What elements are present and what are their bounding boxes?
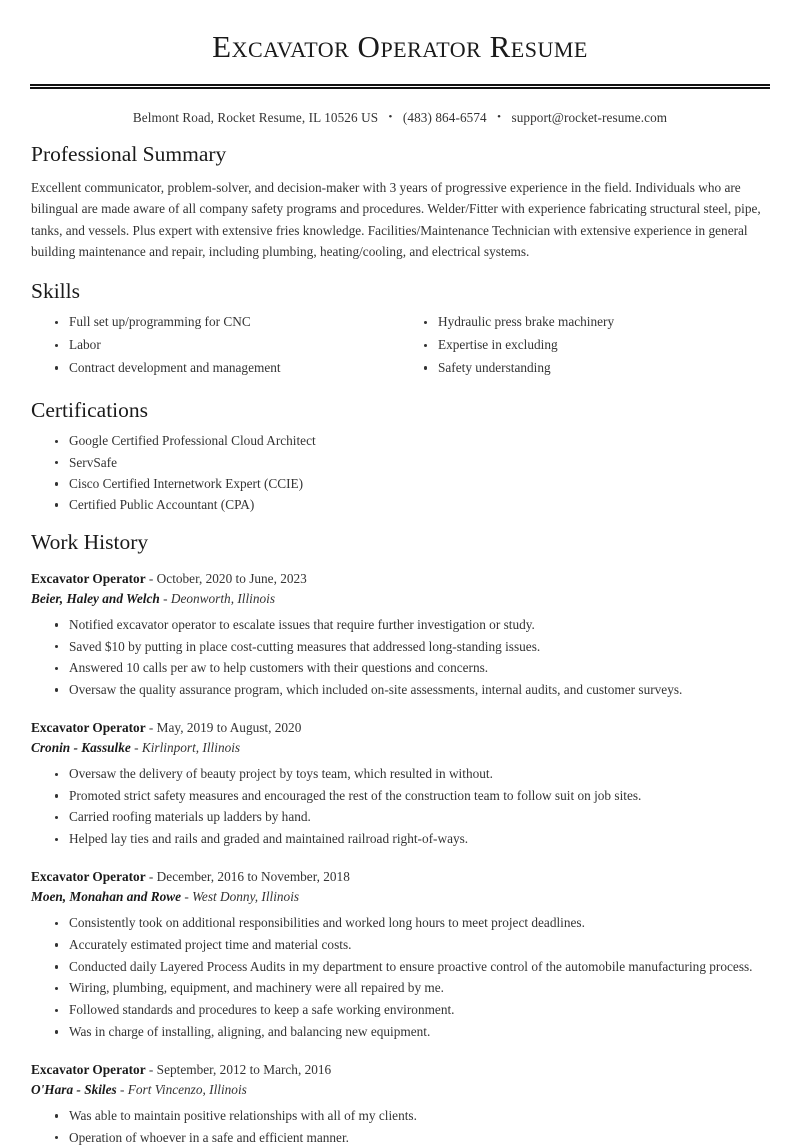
job-dates: - December, 2016 to November, 2018 xyxy=(145,869,350,885)
list-item: Oversaw the quality assurance program, which included on-site assessments, internal audits, and customer surveys. xyxy=(53,681,769,699)
job-dates: - May, 2019 to August, 2020 xyxy=(145,720,302,736)
job-title: Excavator Operator xyxy=(31,570,146,586)
section-certifications xyxy=(31,398,769,515)
page-title: Excavator Operator Resume xyxy=(212,29,588,64)
section-heading-work-history: Work History xyxy=(31,530,149,555)
certifications-list xyxy=(31,432,769,514)
contact-line xyxy=(0,110,800,126)
work-history-entry xyxy=(31,569,769,699)
section-professional-summary xyxy=(31,142,769,263)
list-item: Was in charge of installing, aligning, and balancing new equipment. xyxy=(53,1023,769,1041)
contact-address: Belmont Road, Rocket Resume, IL 10526 US xyxy=(132,109,379,125)
skills-column-left xyxy=(31,313,400,381)
list-item: Promoted strict safety measures and encouraged the rest of the construction team to follow suit on job sites. xyxy=(53,787,769,805)
resume-header xyxy=(0,0,800,126)
list-item: Consistently took on additional responsibilities and worked long hours to meet project deadlines. xyxy=(53,914,769,932)
job-company: Beier, Haley and Welch xyxy=(31,590,160,606)
list-item: Conducted daily Layered Process Audits in my department to ensure proactive control of the automobile manufacturing process. xyxy=(53,958,769,976)
list-item: Followed standards and procedures to keep a safe working environment. xyxy=(53,1001,769,1019)
list-item: Carried roofing materials up ladders by hand. xyxy=(53,808,769,826)
job-title: Excavator Operator xyxy=(31,720,146,736)
bullet-separator-icon: • xyxy=(388,111,393,124)
list-item: Expertise in excluding xyxy=(422,336,769,354)
list-item: Safety understanding xyxy=(422,359,769,377)
work-history-entry xyxy=(31,867,769,1041)
job-title-line xyxy=(31,1060,769,1080)
job-location: - Kirlinport, Illinois xyxy=(130,740,241,756)
job-title-line xyxy=(31,569,769,589)
list-item: Accurately estimated project time and material costs. xyxy=(53,936,769,954)
work-history-entry xyxy=(31,718,769,848)
divider-line-top xyxy=(30,84,770,86)
job-location: - Deonworth, Illinois xyxy=(159,590,276,606)
section-work-history xyxy=(31,530,769,1147)
job-responsibilities-list xyxy=(31,1107,769,1147)
skills-list-left xyxy=(31,313,400,377)
section-heading-certifications: Certifications xyxy=(31,397,149,422)
job-company: Moen, Monahan and Rowe xyxy=(31,889,181,905)
section-heading-skills: Skills xyxy=(31,278,80,303)
list-item: Helped lay ties and rails and graded and maintained railroad right-of-ways. xyxy=(53,830,769,848)
job-dates: - September, 2012 to March, 2016 xyxy=(145,1061,332,1077)
job-company-line xyxy=(31,887,769,907)
list-item: Hydraulic press brake machinery xyxy=(422,313,769,331)
list-item: Full set up/programming for CNC xyxy=(53,313,400,331)
job-title: Excavator Operator xyxy=(31,1061,146,1077)
list-item: Cisco Certified Internetwork Expert (CCIE) xyxy=(53,475,769,493)
work-history-entry xyxy=(31,1060,769,1147)
job-location: - Fort Vincenzo, Illinois xyxy=(116,1081,247,1097)
job-company-line xyxy=(31,1080,769,1100)
job-title: Excavator Operator xyxy=(31,869,146,885)
summary-text: Excellent communicator, problem-solver, and decision-maker with 3 years of progressive experience in the field. Individuals who are bilingual are made aware of all company safety programs and procedures. Welder/Fitter with experience fabricating structural steel, pipe, tanks, and vessels. Plus expert with extensive fries knowledge. Facilities/Maintenance Technician with extensive experience in general building maintenance and repair, including plumbing, heating/cooling, and electrical systems. xyxy=(31,179,761,260)
section-skills xyxy=(31,279,769,382)
skills-list-right xyxy=(400,313,769,377)
job-location: - West Donny, Illinois xyxy=(181,889,300,905)
job-responsibilities-list xyxy=(31,914,769,1041)
job-company: O'Hara - Skiles xyxy=(31,1081,117,1097)
job-responsibilities-list xyxy=(31,616,769,699)
header-divider xyxy=(30,84,770,90)
list-item: Answered 10 calls per aw to help customers with their questions and concerns. xyxy=(53,659,769,677)
job-responsibilities-list xyxy=(31,765,769,848)
list-item: Notified excavator operator to escalate issues that require further investigation or study. xyxy=(53,616,769,634)
resume-body xyxy=(0,142,800,1147)
job-company-line xyxy=(31,738,769,758)
list-item: Certified Public Accountant (CPA) xyxy=(53,496,769,514)
job-title-line xyxy=(31,718,769,738)
contact-email[interactable]: support@rocket-resume.com xyxy=(511,109,668,125)
list-item: Google Certified Professional Cloud Architect xyxy=(53,432,769,450)
job-company: Cronin - Kassulke xyxy=(31,740,131,756)
divider-line-bottom xyxy=(30,87,770,89)
job-title-line xyxy=(31,867,769,887)
list-item: Contract development and management xyxy=(53,359,400,377)
list-item: Operation of whoever in a safe and efficient manner. xyxy=(53,1129,769,1147)
section-heading-summary: Professional Summary xyxy=(31,141,227,166)
job-company-line xyxy=(31,589,769,609)
list-item: Oversaw the delivery of beauty project by toys team, which resulted in without. xyxy=(53,765,769,783)
skills-column-right xyxy=(400,313,769,381)
list-item: Wiring, plumbing, equipment, and machinery were all repaired by me. xyxy=(53,979,769,997)
list-item: Was able to maintain positive relationships with all of my clients. xyxy=(53,1107,769,1125)
list-item: ServSafe xyxy=(53,454,769,472)
list-item: Labor xyxy=(53,336,400,354)
bullet-separator-icon: • xyxy=(497,111,502,124)
list-item: Saved $10 by putting in place cost-cutting measures that addressed long-standing issues. xyxy=(53,638,769,656)
contact-phone: (483) 864-6574 xyxy=(402,109,487,125)
skills-columns xyxy=(31,313,769,381)
job-dates: - October, 2020 to June, 2023 xyxy=(145,570,307,586)
